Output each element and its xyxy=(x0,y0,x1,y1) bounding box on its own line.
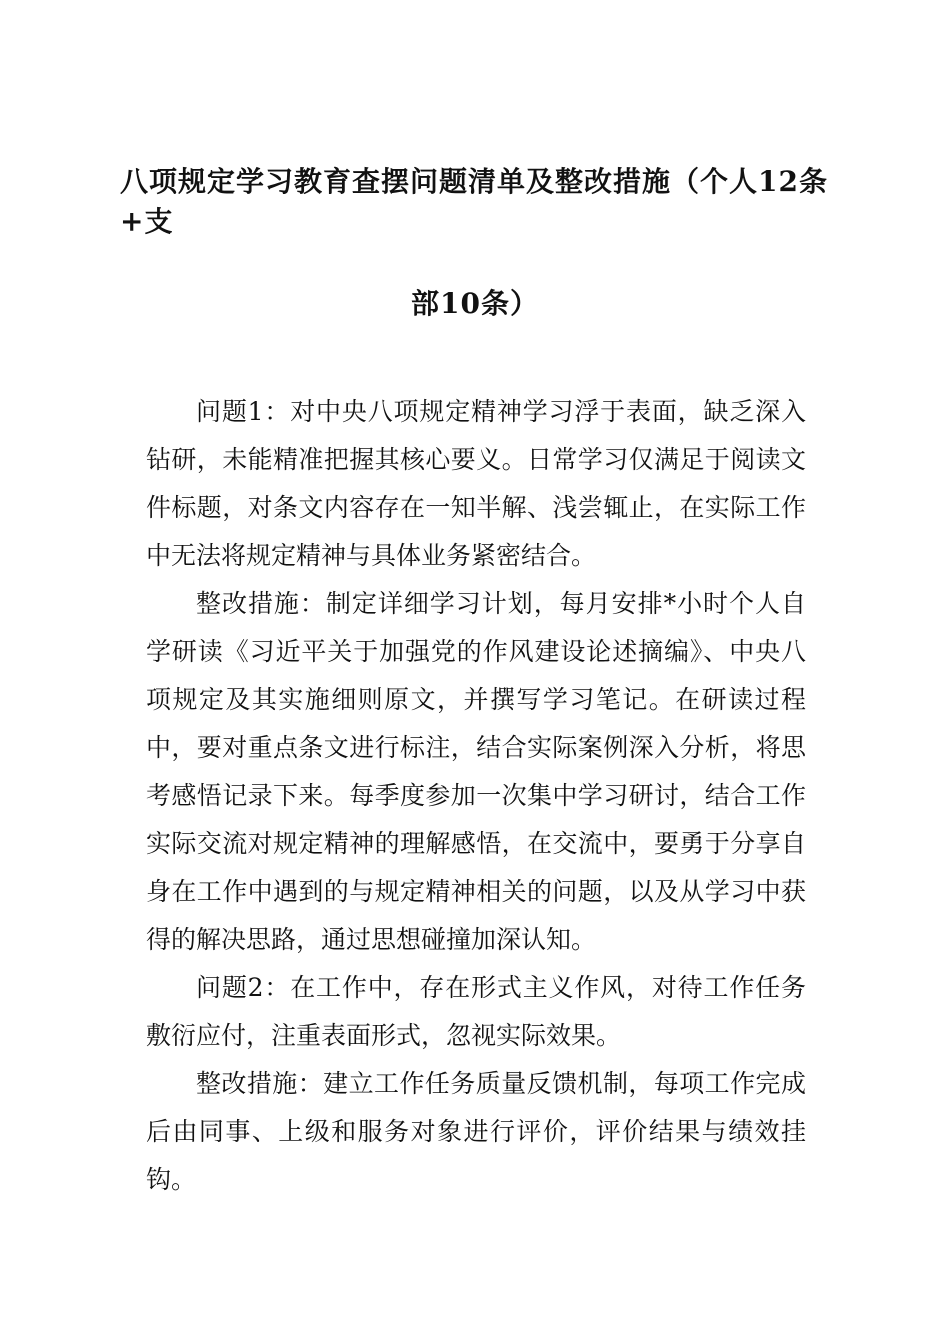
paragraph-problem-2: 问题2：在工作中，存在形式主义作风，对待工作任务敷衍应付，注重表面形式，忽视实际效果。 xyxy=(146,973,806,1050)
paragraph-problem-1: 问题1：对中央八项规定精神学习浮于表面，缺乏深入钻研，未能精准把握其核心要义。日常学习仅满足于阅读文件标题，对条文内容存在一知半解、浅尝辄止，在实际工作中无法将规定精神与具体业务紧密结合。 xyxy=(146,397,806,570)
document-body xyxy=(146,388,806,1204)
document-title-line-1: 八项规定学习教育查摆问题清单及整改措施（个人12条+支 xyxy=(120,165,828,238)
paragraph-measures-1: 整改措施：制定详细学习计划，每月安排*小时个人自学研读《习近平关于加强党的作风建设论述摘编》、中央八项规定及其实施细则原文，并撰写学习笔记。在研读过程中，要对重点条文进行标注，结合实际案例深入分析，将思考感悟记录下来。每季度参加一次集中学习研讨，结合工作实际交流对规定精神的理解感悟，在交流中，要勇于分享自身在工作中遇到的与规定精神相关的问题，以及从学习中获得的解决思路，通过思想碰撞加深认知。 xyxy=(146,589,806,954)
paragraph-measures-2: 整改措施：建立工作任务质量反馈机制，每项工作完成后由同事、上级和服务对象进行评价，评价结果与绩效挂钩。 xyxy=(146,1069,806,1194)
document-title-line-2: 部10条） xyxy=(411,287,539,320)
